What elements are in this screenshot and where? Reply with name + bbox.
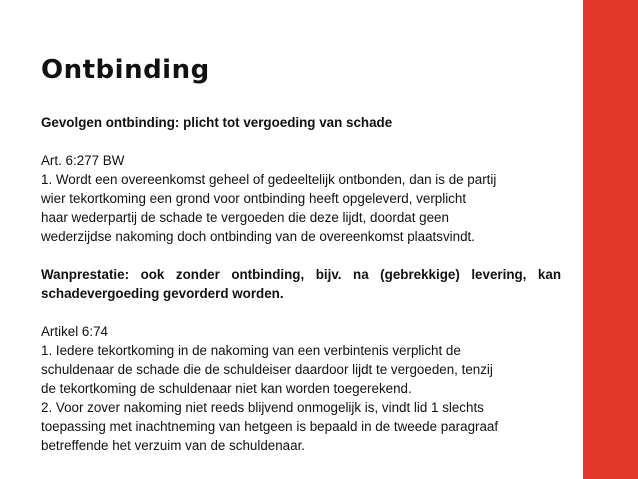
note-text-line: schadevergoeding gevorderd worden. [41, 286, 284, 301]
slide-body [41, 113, 561, 455]
article-text-line: de tekortkoming de schuldenaar niet kan worden toegerekend. [41, 381, 412, 396]
note-text-line: Wanprestatie: ook zonder ontbinding, bijv. na (gebrekkige) levering, kan [41, 267, 561, 282]
spacer [41, 303, 561, 322]
spacer [41, 132, 561, 151]
article-text-line: toepassing met inachtneming van hetgeen is bepaald in de tweede paragraaf [41, 419, 499, 434]
slide-title: Ontbinding [41, 55, 210, 85]
article-text-line: haar wederpartij de schade te vergoeden die deze lijdt, doordat geen [41, 210, 449, 225]
article-text-line: 1. Iedere tekortkoming in de nakoming van een verbintenis verplicht de [41, 343, 461, 358]
spacer [41, 246, 561, 265]
article-text-line: wederzijdse nakoming doch ontbinding van de overeenkomst plaatsvindt. [41, 229, 475, 244]
article-text-line: 2. Voor zover nakoming niet reeds blijvend onmogelijk is, vindt lid 1 slechts [41, 400, 484, 415]
article-text-line: schuldenaar de schade die de schuldeiser daardoor lijdt te vergoeden, tenzij [41, 362, 493, 377]
article-heading: Artikel 6:74 [41, 324, 108, 339]
article-text-line: betreffende het verzuim van de schuldenaar. [41, 438, 306, 453]
accent-bar [583, 0, 638, 479]
article-text-line: 1. Wordt een overeenkomst geheel of gedeeltelijk ontbonden, dan is de partij [41, 172, 497, 187]
article-text-line: wier tekortkoming een grond voor ontbinding heeft opgeleverd, verplicht [41, 191, 467, 206]
slide-subtitle: Gevolgen ontbinding: plicht tot vergoeding van schade [41, 115, 393, 130]
article-heading: Art. 6:277 BW [41, 153, 125, 168]
